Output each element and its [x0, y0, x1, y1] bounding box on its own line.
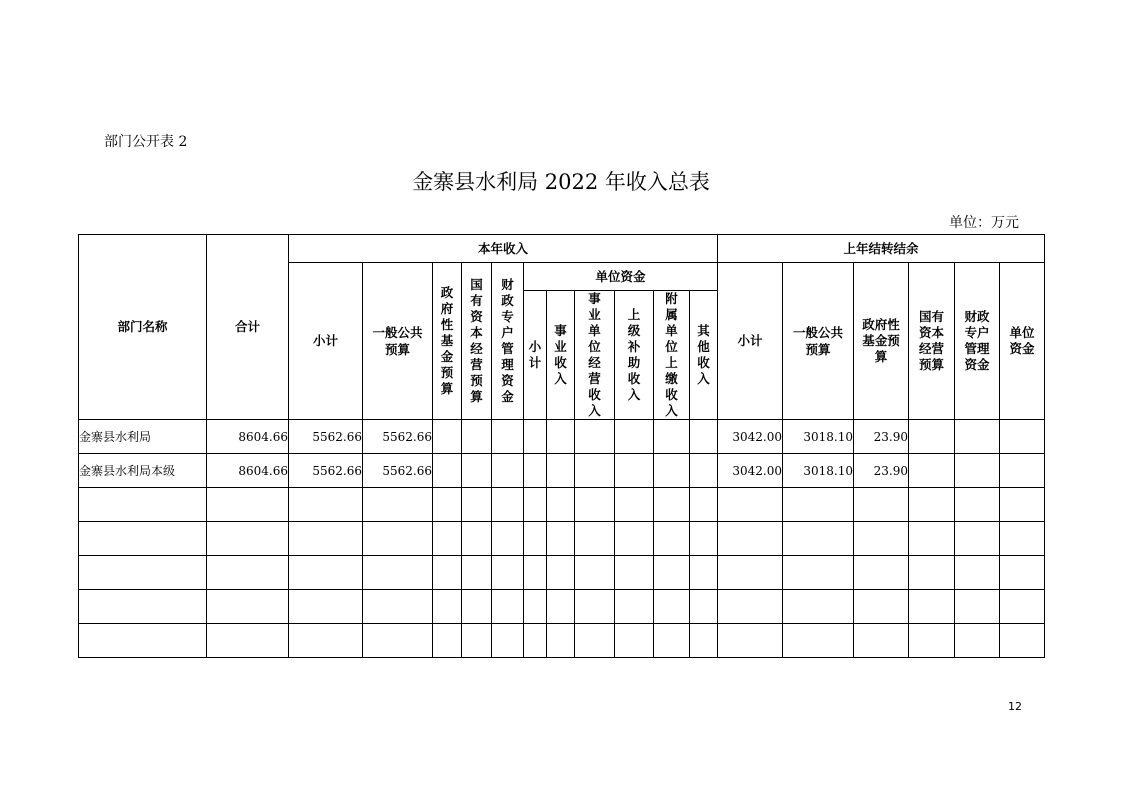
cell-state-capital [462, 420, 492, 454]
cell-empty [1000, 522, 1045, 556]
cell-co-state-capital [909, 420, 955, 454]
income-summary-table [78, 234, 1045, 658]
cell-empty [575, 556, 615, 590]
cell-empty [547, 556, 575, 590]
header-co-gov-fund: 政府性基金预算 [854, 263, 909, 420]
cell-empty [462, 556, 492, 590]
table-row-empty [79, 624, 1045, 658]
header-other-income: 其他收入 [690, 291, 718, 420]
cell-empty [289, 624, 363, 658]
cell-operating [575, 454, 615, 488]
cell-empty [909, 624, 955, 658]
cell-fiscal-special [492, 454, 524, 488]
cell-empty [363, 556, 433, 590]
cell-empty [575, 624, 615, 658]
header-unit-subtotal: 小计 [524, 291, 547, 420]
cell-empty [955, 590, 1000, 624]
cell-empty [909, 522, 955, 556]
cell-empty [79, 556, 207, 590]
cell-gov-fund [433, 420, 462, 454]
cell-empty [363, 488, 433, 522]
cell-operating [575, 420, 615, 454]
cell-empty [690, 624, 718, 658]
cell-affiliated [654, 420, 690, 454]
cell-empty [783, 522, 854, 556]
cell-empty [575, 590, 615, 624]
cell-other [690, 454, 718, 488]
table-row [79, 420, 1045, 454]
cell-empty [289, 556, 363, 590]
cell-empty [718, 590, 783, 624]
unit-note: 单位：万元 [949, 215, 1019, 231]
cell-empty [207, 488, 289, 522]
cell-general: 5562.66 [363, 454, 433, 488]
cell-empty [854, 556, 909, 590]
cell-empty [909, 556, 955, 590]
header-general-budget: 一般公共预算 [363, 263, 433, 420]
cell-subtotal: 5562.66 [289, 454, 363, 488]
cell-empty [492, 488, 524, 522]
cell-empty [615, 624, 654, 658]
cell-co-general: 3018.10 [783, 454, 854, 488]
cell-co-gov-fund: 23.90 [854, 454, 909, 488]
cell-empty [462, 488, 492, 522]
cell-fiscal-special [492, 420, 524, 454]
cell-empty [718, 624, 783, 658]
cell-empty [718, 488, 783, 522]
cell-empty [289, 522, 363, 556]
cell-empty [575, 488, 615, 522]
cell-co-unit-funds [1000, 454, 1045, 488]
cell-empty [207, 522, 289, 556]
cell-co-fiscal-special [955, 420, 1000, 454]
page-number: 12 [1008, 700, 1022, 713]
table-row-empty [79, 590, 1045, 624]
document-title: 金寨县水利局 2022 年收入总表 [412, 170, 710, 194]
cell-empty [524, 556, 547, 590]
cell-empty [547, 624, 575, 658]
cell-empty [433, 590, 462, 624]
cell-affiliated [654, 454, 690, 488]
cell-empty [654, 522, 690, 556]
cell-empty [207, 590, 289, 624]
cell-empty [289, 488, 363, 522]
table-row-empty [79, 522, 1045, 556]
header-state-capital: 国有资本经营预算 [462, 263, 492, 420]
cell-gov-fund [433, 454, 462, 488]
cell-empty [955, 522, 1000, 556]
header-gov-fund: 政府性基金预算 [433, 263, 462, 420]
header-carryover: 上年结转结余 [718, 235, 1045, 263]
cell-empty [615, 522, 654, 556]
cell-empty [718, 522, 783, 556]
cell-empty [854, 522, 909, 556]
cell-co-gov-fund: 23.90 [854, 420, 909, 454]
cell-empty [654, 556, 690, 590]
cell-business [547, 420, 575, 454]
table-row [79, 454, 1045, 488]
cell-empty [524, 488, 547, 522]
header-business-income: 事业收入 [547, 291, 575, 420]
cell-empty [575, 522, 615, 556]
cell-empty [783, 590, 854, 624]
cell-name: 金寨县水利局 [79, 420, 207, 454]
cell-empty [1000, 624, 1045, 658]
cell-empty [1000, 556, 1045, 590]
header-affiliated-income: 附属单位上缴收入 [654, 291, 690, 420]
cell-empty [909, 590, 955, 624]
cell-empty [955, 488, 1000, 522]
cell-empty [547, 590, 575, 624]
cell-empty [615, 556, 654, 590]
cell-empty [79, 590, 207, 624]
cell-empty [363, 590, 433, 624]
cell-superior [615, 420, 654, 454]
cell-co-fiscal-special [955, 454, 1000, 488]
cell-co-subtotal: 3042.00 [718, 454, 783, 488]
cell-empty [783, 556, 854, 590]
cell-subtotal: 5562.66 [289, 420, 363, 454]
cell-empty [718, 556, 783, 590]
cell-empty [462, 624, 492, 658]
cell-co-unit-funds [1000, 420, 1045, 454]
cell-empty [654, 590, 690, 624]
cell-business [547, 454, 575, 488]
cell-other [690, 420, 718, 454]
cell-empty [524, 522, 547, 556]
cell-empty [854, 488, 909, 522]
cell-empty [79, 522, 207, 556]
cell-empty [690, 488, 718, 522]
cell-empty [615, 488, 654, 522]
cell-empty [1000, 590, 1045, 624]
header-co-state-capital: 国有资本经营预算 [909, 263, 955, 420]
cell-empty [363, 624, 433, 658]
cell-empty [854, 624, 909, 658]
cell-empty [433, 522, 462, 556]
table-row-empty [79, 556, 1045, 590]
header-total: 合计 [207, 235, 289, 420]
cell-empty [433, 556, 462, 590]
cell-co-state-capital [909, 454, 955, 488]
table-code: 部门公开表 2 [104, 134, 188, 150]
cell-empty [492, 590, 524, 624]
header-co-subtotal: 小计 [718, 263, 783, 420]
header-co-unit-funds: 单位资金 [1000, 263, 1045, 420]
header-fiscal-special: 财政专户管理资金 [492, 263, 524, 420]
cell-empty [207, 556, 289, 590]
cell-empty [1000, 488, 1045, 522]
cell-empty [492, 624, 524, 658]
cell-empty [955, 556, 1000, 590]
cell-co-subtotal: 3042.00 [718, 420, 783, 454]
cell-empty [615, 590, 654, 624]
cell-empty [690, 590, 718, 624]
cell-empty [909, 488, 955, 522]
cell-empty [783, 624, 854, 658]
cell-empty [690, 556, 718, 590]
cell-empty [783, 488, 854, 522]
cell-unit-subtotal [524, 454, 547, 488]
cell-empty [547, 522, 575, 556]
header-co-general: 一般公共预算 [783, 263, 854, 420]
cell-empty [492, 556, 524, 590]
header-unit-funds: 单位资金 [524, 263, 718, 291]
cell-empty [79, 624, 207, 658]
cell-empty [654, 624, 690, 658]
cell-general: 5562.66 [363, 420, 433, 454]
header-subtotal: 小计 [289, 263, 363, 420]
header-current-year: 本年收入 [289, 235, 718, 263]
cell-empty [433, 624, 462, 658]
cell-empty [654, 488, 690, 522]
header-co-fiscal-special: 财政专户管理资金 [955, 263, 1000, 420]
cell-empty [79, 488, 207, 522]
cell-empty [955, 624, 1000, 658]
cell-superior [615, 454, 654, 488]
table-row-empty [79, 488, 1045, 522]
cell-empty [524, 624, 547, 658]
cell-empty [363, 522, 433, 556]
cell-empty [462, 590, 492, 624]
cell-empty [690, 522, 718, 556]
header-dept-name: 部门名称 [79, 235, 207, 420]
cell-empty [547, 488, 575, 522]
cell-empty [524, 590, 547, 624]
cell-state-capital [462, 454, 492, 488]
header-operating-income: 事业单位经营收入 [575, 291, 615, 420]
cell-empty [492, 522, 524, 556]
cell-total: 8604.66 [207, 420, 289, 454]
cell-empty [289, 590, 363, 624]
header-superior-subsidy: 上级补助收入 [615, 291, 654, 420]
cell-total: 8604.66 [207, 454, 289, 488]
cell-co-general: 3018.10 [783, 420, 854, 454]
cell-unit-subtotal [524, 420, 547, 454]
cell-name: 金寨县水利局本级 [79, 454, 207, 488]
cell-empty [462, 522, 492, 556]
cell-empty [433, 488, 462, 522]
cell-empty [207, 624, 289, 658]
cell-empty [854, 590, 909, 624]
